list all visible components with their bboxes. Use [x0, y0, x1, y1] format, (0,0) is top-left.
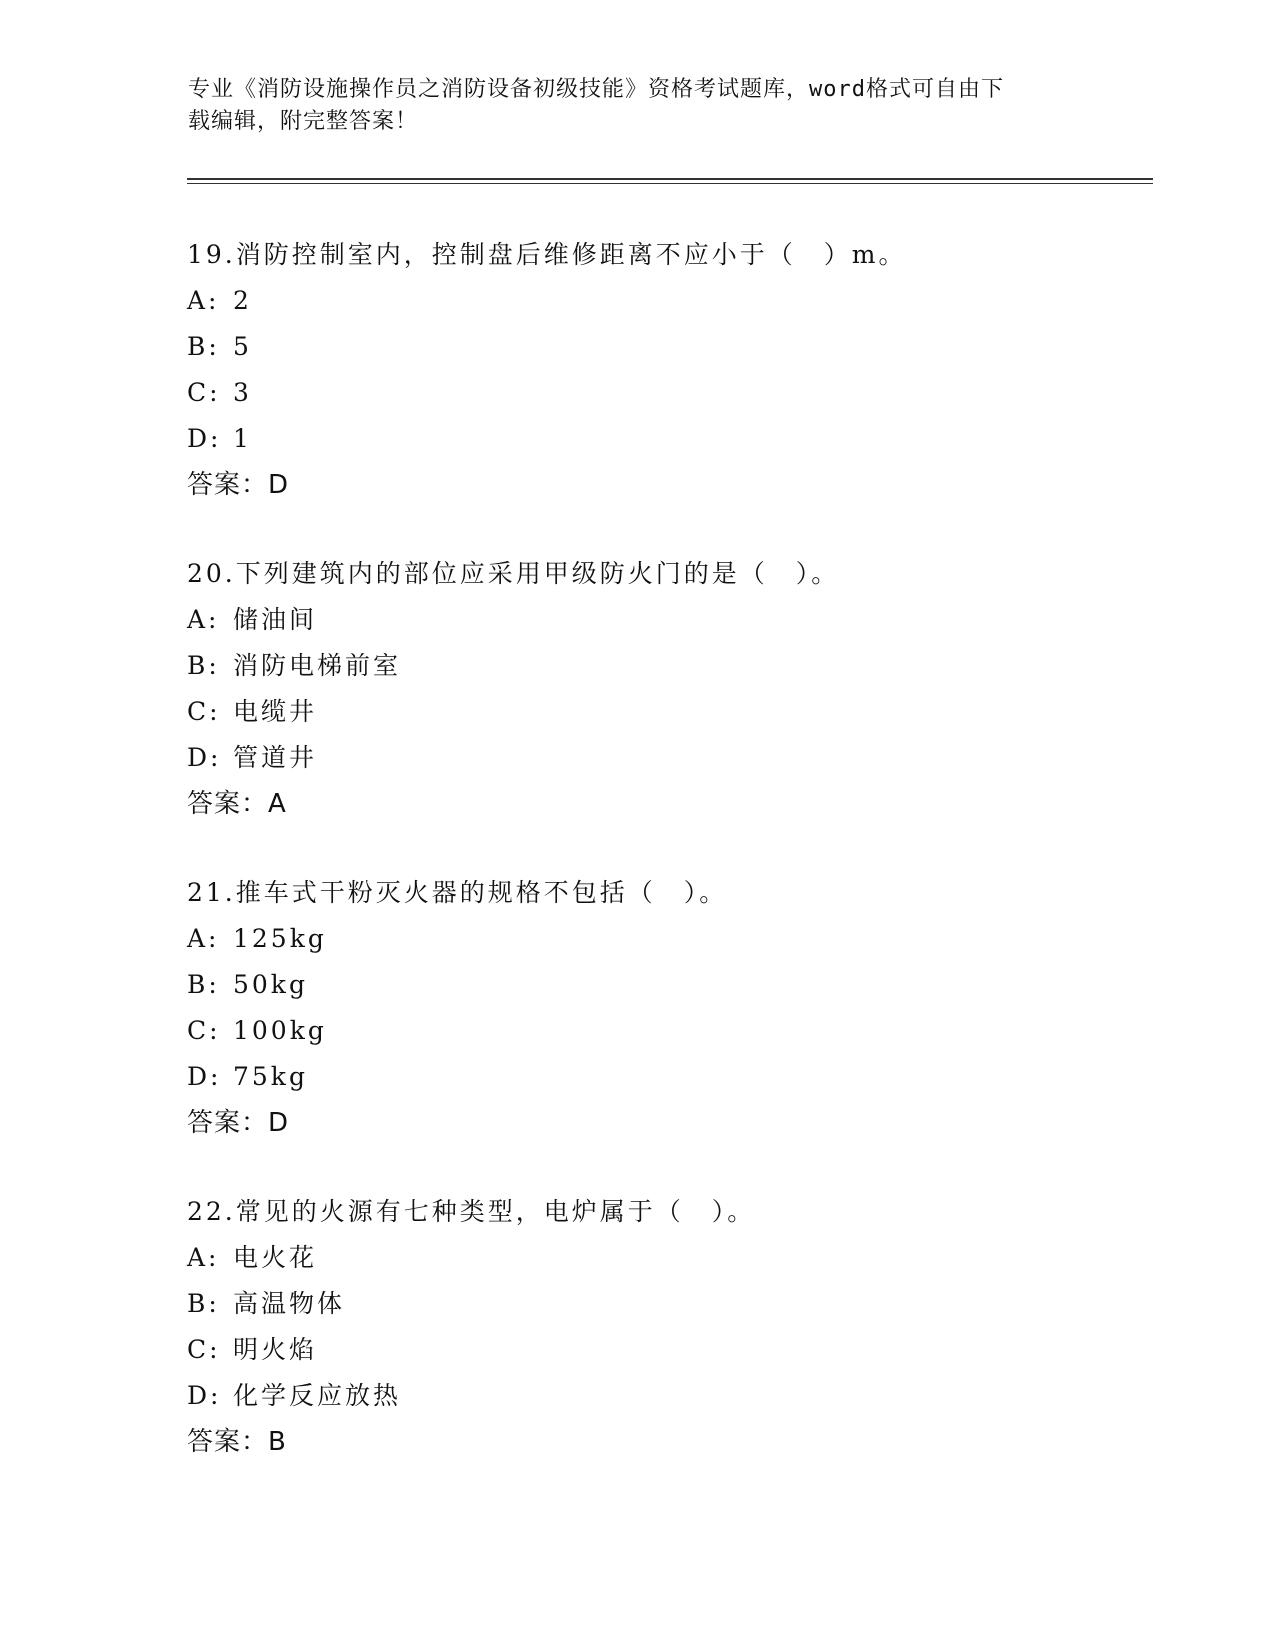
answer-line: 答案：B — [187, 1427, 287, 1457]
answer-line: 答案：D — [187, 1108, 290, 1138]
option-key: D: — [187, 1381, 222, 1410]
option-key: A: — [187, 924, 220, 953]
question-20 — [187, 557, 1147, 833]
option-text: 储油间 — [233, 605, 318, 634]
option-a — [187, 922, 1147, 968]
option-c — [187, 1014, 1147, 1060]
option-b — [187, 968, 1147, 1014]
option-b — [187, 649, 1147, 695]
option-text: 高温物体 — [233, 1289, 346, 1318]
option-text: 50kg — [233, 970, 308, 999]
option-text: 1 — [233, 424, 252, 453]
option-a — [187, 284, 1147, 330]
answer-line: 答案：A — [187, 789, 287, 819]
header-divider-bottom — [187, 183, 1153, 184]
answer-line: 答案：D — [187, 470, 290, 500]
option-text: 5 — [233, 332, 252, 361]
option-key: B: — [187, 1289, 220, 1318]
question-19 — [187, 238, 1147, 514]
option-text: 125kg — [233, 924, 327, 953]
option-text: 电缆井 — [233, 697, 318, 726]
option-a — [187, 603, 1147, 649]
option-c — [187, 376, 1147, 422]
option-text: 明火焰 — [233, 1335, 318, 1364]
option-key: D: — [187, 743, 222, 772]
option-b — [187, 1287, 1147, 1333]
header-line-1: 专业《消防设施操作员之消防设备初级技能》资格考试题库，word格式可自由下 — [188, 77, 1004, 102]
option-key: C: — [187, 1016, 221, 1045]
option-d — [187, 1060, 1147, 1106]
question-stem: 21.推车式干粉灭火器的规格不包括（ ）。 — [187, 878, 728, 907]
option-b — [187, 330, 1147, 376]
option-text: 100kg — [233, 1016, 327, 1045]
question-22 — [187, 1195, 1147, 1471]
header-line-2: 载编辑，附完整答案！ — [188, 109, 419, 134]
option-d — [187, 741, 1147, 787]
option-text: 电火花 — [233, 1243, 318, 1272]
question-stem: 19.消防控制室内，控制盘后维修距离不应小于（ ）m。 — [187, 240, 907, 269]
option-key: B: — [187, 332, 220, 361]
option-key: D: — [187, 424, 222, 453]
option-text: 2 — [233, 286, 252, 315]
option-text: 管道井 — [233, 743, 318, 772]
option-key: D: — [187, 1062, 222, 1091]
option-c — [187, 695, 1147, 741]
option-key: C: — [187, 697, 221, 726]
option-c — [187, 1333, 1147, 1379]
option-text: 75kg — [233, 1062, 308, 1091]
option-text: 化学反应放热 — [233, 1381, 402, 1410]
option-text: 3 — [233, 378, 252, 407]
option-key: B: — [187, 651, 220, 680]
option-d — [187, 1379, 1147, 1425]
header-divider-top — [187, 178, 1153, 180]
question-stem: 20.下列建筑内的部位应采用甲级防火门的是（ ）。 — [187, 559, 840, 588]
option-key: C: — [187, 1335, 221, 1364]
option-key: A: — [187, 1243, 220, 1272]
document-header — [188, 74, 1068, 138]
question-stem: 22.常见的火源有七种类型，电炉属于（ ）。 — [187, 1197, 756, 1226]
question-21 — [187, 876, 1147, 1152]
option-key: A: — [187, 605, 220, 634]
option-d — [187, 422, 1147, 468]
option-key: C: — [187, 378, 221, 407]
option-a — [187, 1241, 1147, 1287]
option-key: A: — [187, 286, 220, 315]
option-text: 消防电梯前室 — [233, 651, 402, 680]
option-key: B: — [187, 970, 220, 999]
